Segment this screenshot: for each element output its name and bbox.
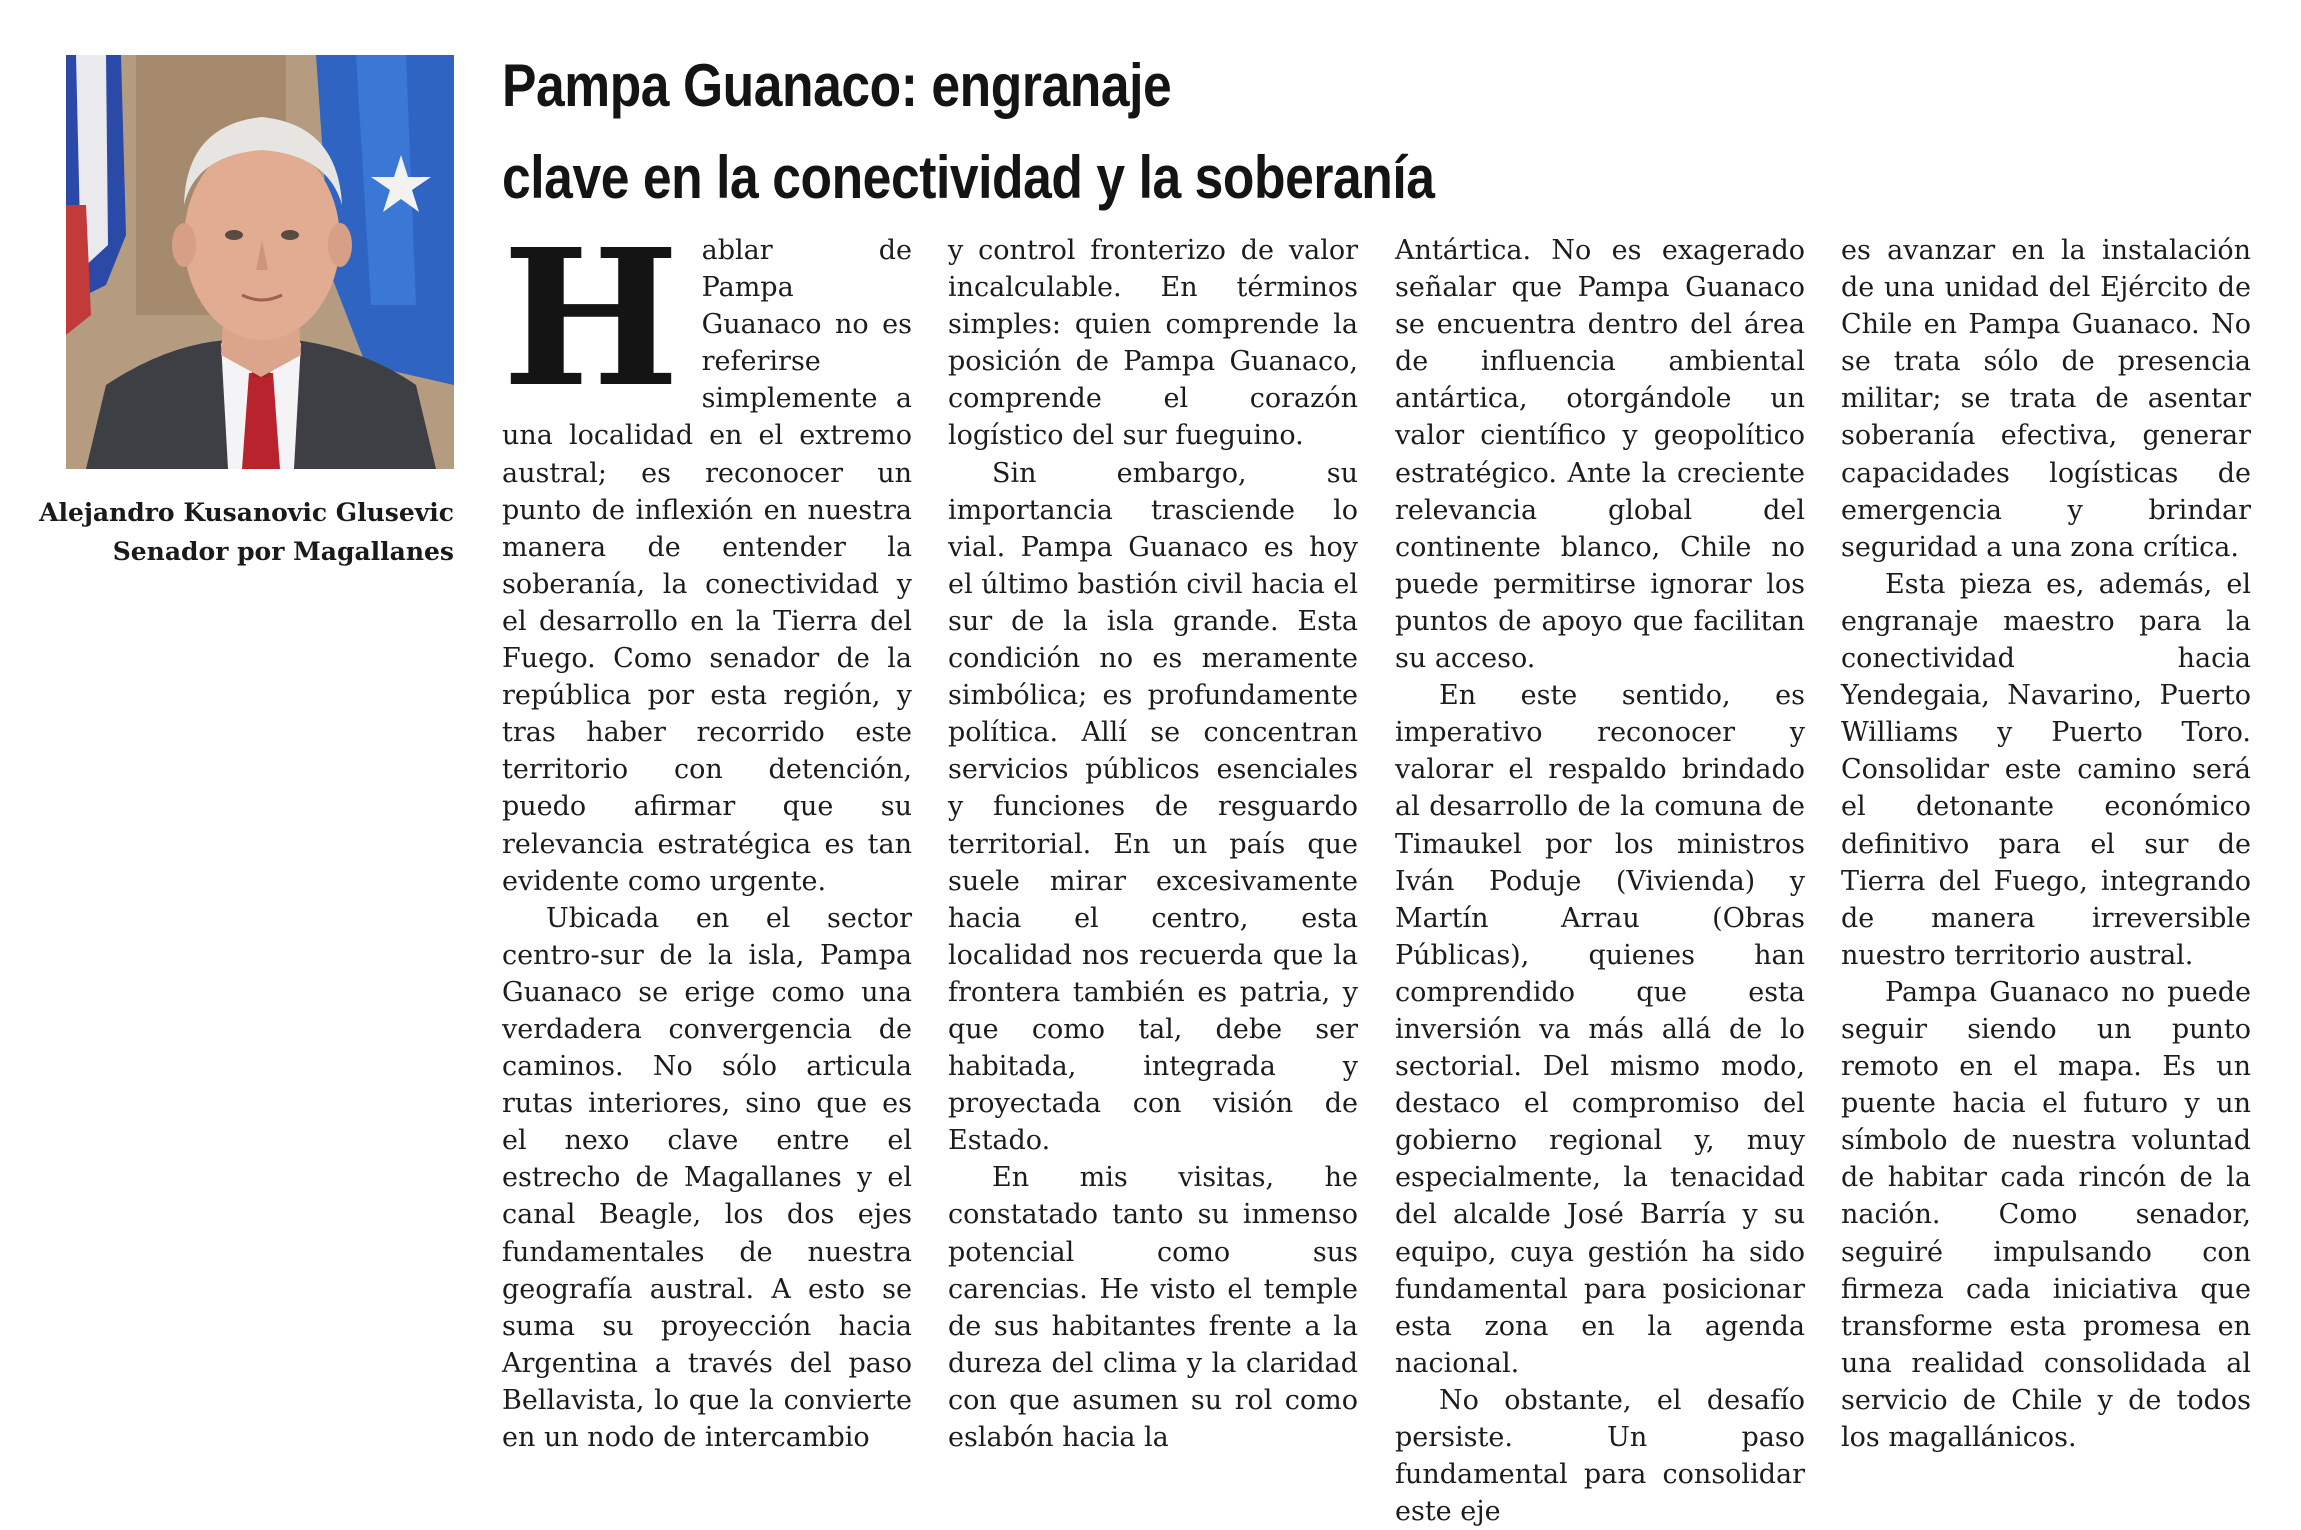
paragraph: Esta pieza es, además, el engranaje maestro para la conectividad hacia Yendegaia, Navarino, Puerto Williams y Puerto Toro. Consolidar este camino será el detonante económico definitivo para el sur de Tierra del Fuego, integrando de manera irreversible nuestro territorio austral. [1841, 568, 2251, 971]
headline-line-1: Pampa Guanaco: engranaje [502, 52, 1172, 119]
author-name: Alejandro Kusanovic Glusevic [39, 498, 454, 527]
article-column-3 [1395, 232, 1805, 1528]
article-column-4 [1841, 232, 2251, 1472]
paragraph: y control fronterizo de valor incalculable. En términos simples: quien comprende la posición de Pampa Guanaco, comprende el corazón logístico del sur fueguino. [948, 235, 1358, 452]
photo-caption [20, 493, 454, 571]
article-column-1 [502, 208, 912, 1472]
paragraph: Sin embargo, su importancia trasciende lo vial. Pampa Guanaco es hoy el último bastión civil hacia el sur de la isla grande. Esta condición no es meramente simbólica; es profundamente política. Allí se concentran servicios públicos esenciales y funciones de resguardo territorial. En un país que suele mirar excesivamente hacia el centro, esta localidad nos recuerda que la frontera también es patria, y que como tal, debe ser habitada, integrada y proyectada con visión de Estado. [948, 457, 1358, 1157]
paragraph: No obstante, el desafío persiste. Un paso fundamental para consolidar este eje [1395, 1384, 1805, 1528]
paragraph: es avanzar en la instalación de una unidad del Ejército de Chile en Pampa Guanaco. No se trata sólo de presencia militar; se trata de asentar soberanía efectiva, generar capacidades logísticas de emergencia y brindar seguridad a una zona crítica. [1841, 235, 2251, 563]
author-photo [66, 55, 454, 469]
headline-line-2: clave en la conectividad y la soberanía [502, 144, 1435, 211]
author-portrait-image [66, 55, 454, 469]
paragraph: Antártica. No es exagerado señalar que Pampa Guanaco se encuentra dentro del área de influencia ambiental antártica, otorgándole un valor científico y geopolítico estratégico. Ante la creciente relevancia global del continente blanco, Chile no puede permitirse ignorar los puntos de apoyo que facilitan su acceso. [1395, 235, 1805, 675]
paragraph: Pampa Guanaco no puede seguir siendo un punto remoto en el mapa. Es un puente hacia el futuro y un símbolo de nuestra voluntad de habitar cada rincón de la nación. Como senador, seguiré impulsando con firmeza cada iniciativa que transforme esta promesa en una realidad consolidada al servicio de Chile y de todos los magallánicos. [1841, 976, 2251, 1453]
paragraph: ablar de Pampa Guanaco no es referirse simplemente a una localidad en el extremo austral; es reconocer un punto de inflexión en nuestra manera de entender la soberanía, la conectividad y el desarrollo en la Tierra del Fuego. Como senador de la república por esta región, y tras haber recorrido este territorio con detención, puedo afirmar que su relevancia estratégica es tan evidente como urgente. [502, 235, 912, 897]
article-column-2 [948, 232, 1358, 1472]
author-role: Senador por Magallanes [112, 537, 454, 566]
article-headline [502, 40, 2033, 224]
paragraph: En este sentido, es imperativo reconocer y valorar el respaldo brindado al desarrollo de la comuna de Timaukel por los ministros Iván Poduje (Vivienda) y Martín Arrau (Obras Públicas), quienes han comprendido que esta inversión va más allá de lo sectorial. Del mismo modo, destaco el compromiso del gobierno regional y, muy especialmente, la tenacidad del alcalde José Barría y su equipo, cuya gestión ha sido fundamental para posicionar esta zona en la agenda nacional. [1395, 680, 1805, 1379]
paragraph: Ubicada en el sector centro-sur de la isla, Pampa Guanaco se erige como una verdadera convergencia de caminos. No sólo articula rutas interiores, sino que es el nexo clave entre el estrecho de Magallanes y el canal Beagle, los dos ejes fundamentales de nuestra geografía austral. A esto se suma su proyección hacia Argentina a través del paso Bellavista, lo que la convierte en un nodo de intercambio [502, 902, 912, 1453]
paragraph: En mis visitas, he constatado tanto su inmenso potencial como sus carencias. He visto el temple de sus habitantes frente a la dureza del clima y la claridad con que asumen su rol como eslabón hacia la [948, 1162, 1358, 1453]
drop-cap: H [502, 208, 680, 429]
